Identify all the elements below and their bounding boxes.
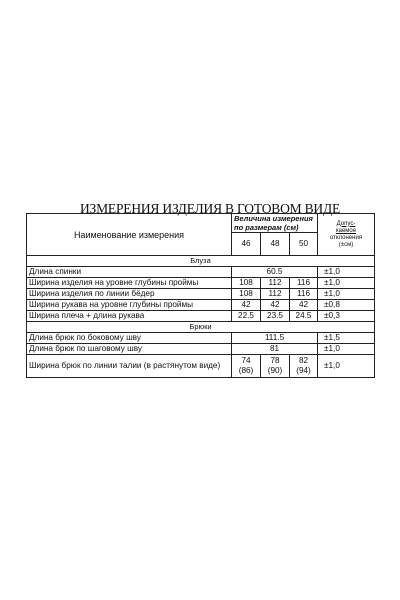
measurement-value: 111.5 [232, 333, 318, 344]
measurement-value: 42 [232, 300, 261, 311]
tolerance-value: ±1,0 [318, 344, 375, 355]
measurement-value: 82 (94) [290, 355, 318, 378]
measurement-name: Ширина рукава на уровне глубины проймы [27, 300, 232, 311]
measurement-name: Длина брюк по шаговому шву [27, 344, 232, 355]
size-48: 48 [261, 233, 290, 256]
header-tolerance-cell [318, 214, 375, 256]
tolerance-line-1: Допус- [336, 220, 356, 227]
table-row [27, 333, 375, 344]
measurement-value: 23.5 [261, 311, 290, 322]
table-row [27, 267, 375, 278]
tolerance-line-2: каемое [335, 227, 357, 234]
measurement-value: 22.5 [232, 311, 261, 322]
table-row [27, 311, 375, 322]
measurement-name: Ширина изделия по линии бёдер [27, 289, 232, 300]
header-value-cell: Величина измерения по размерам (см) [232, 214, 318, 233]
table-body [27, 256, 375, 378]
tolerance-line-4: (±см) [338, 241, 354, 248]
measurement-name: Ширина плеча + длина рукава [27, 311, 232, 322]
measurement-value: 81 [232, 344, 318, 355]
tolerance-value: ±0,3 [318, 311, 375, 322]
table-row [27, 278, 375, 289]
measurement-value: 116 [290, 278, 318, 289]
measurements-table [26, 213, 375, 378]
size-50: 50 [290, 233, 318, 256]
measurement-name: Длина брюк по боковому шву [27, 333, 232, 344]
tolerance-value: ±0,8 [318, 300, 375, 311]
measurement-value: 108 [232, 278, 261, 289]
table-row [27, 355, 375, 378]
tolerance-value: ±1,5 [318, 333, 375, 344]
page-title: ИЗМЕРЕНИЯ ИЗДЕЛИЯ В ГОТОВОМ ВИДЕ [80, 201, 341, 216]
table-row [27, 344, 375, 355]
tolerance-value: ±1,0 [318, 267, 375, 278]
table-row [27, 300, 375, 311]
measurement-value: 42 [261, 300, 290, 311]
measurement-name: Ширина брюк по линии талии (в растянутом виде) [27, 355, 232, 378]
measurement-value: 112 [261, 278, 290, 289]
measurement-value: 108 [232, 289, 261, 300]
tolerance-value: ±1,0 [318, 278, 375, 289]
measurement-value: 112 [261, 289, 290, 300]
measurement-value: 74 (86) [232, 355, 261, 378]
tolerance-value: ±1,0 [318, 355, 375, 378]
measurement-value: 116 [290, 289, 318, 300]
section-label: Блуза [27, 256, 375, 267]
measurement-name: Ширина изделия на уровне глубины проймы [27, 278, 232, 289]
tolerance-value: ±1,0 [318, 289, 375, 300]
measurement-value: 78 (90) [261, 355, 290, 378]
measurement-name: Длина спинки [27, 267, 232, 278]
measurement-value: 60.5 [232, 267, 318, 278]
measurement-value: 24.5 [290, 311, 318, 322]
measurement-value: 42 [290, 300, 318, 311]
size-46: 46 [232, 233, 261, 256]
table-row [27, 289, 375, 300]
header-name-cell: Наименование измерения [27, 214, 232, 256]
section-label: Брюки [27, 322, 375, 333]
tolerance-line-3: отклонения [329, 234, 363, 241]
